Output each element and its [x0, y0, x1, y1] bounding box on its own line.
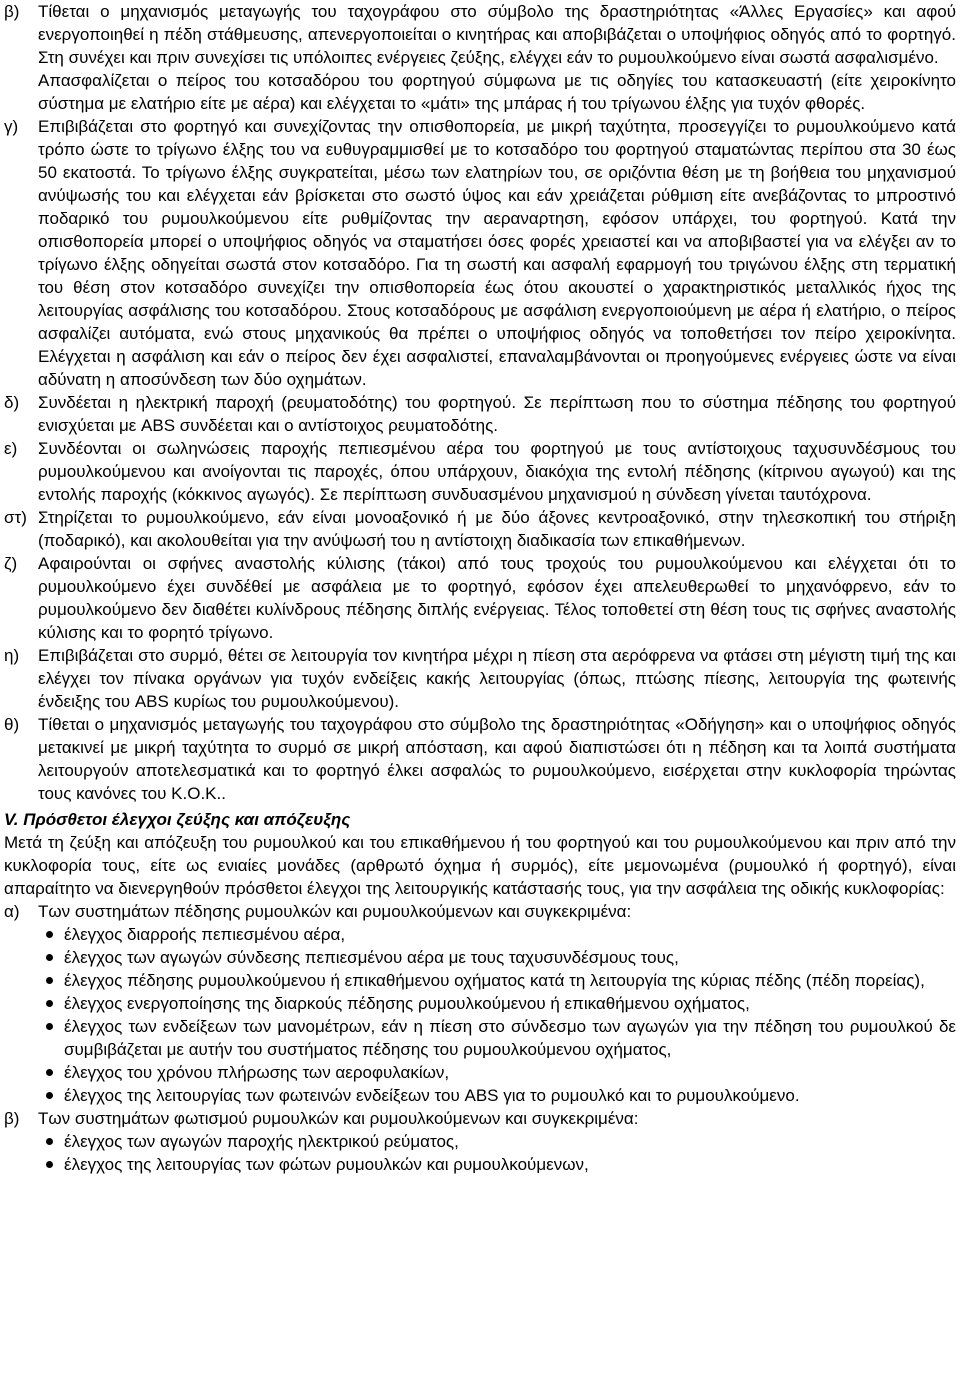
step-paragraph: Αφαιρούνται οι σφήνες αναστολής κύλισης (τάκοι) από τους τροχούς του ρυμουλκούμενου και ελέγχεται ότι το ρυμουλκούμενο έχει συνδέθεί με ασφάλεια με το φορτηγό, εφόσον έχει απελευθερωθεί το μηχανόφρενο, εάν το ρυμουλκούμενο δεν διαθέτει κυλίνδρους πέδησης διπλής ενέργειας. Τέλος τοποθετεί στη θέση τους τις σφήνες αναστολής κύλισης και το φορητό τρίγωνο.	[38, 554, 956, 642]
list-item-text: έλεγχος της λειτουργίας των φώτων ρυμουλκών και ρυμουλκούμενων,	[64, 1155, 589, 1174]
bullet-icon	[38, 946, 64, 969]
list-item-text: έλεγχος πέδησης ρυμουλκούμενου ή επικαθήμενου οχήματος κατά τη λειτουργία της κύριας πέδης (πέδη πορείας),	[64, 971, 925, 990]
step-paragraph: Τίθεται ο μηχανισμός μεταγωγής του ταχογράφου στο σύμβολο της δραστηριότητας «Οδήγηση» και ο υποψήφιος οδηγός μετακινεί με μικρή ταχύτητα το συρμό σε μικρή απόσταση, και αφού διαπιστώσει ότι η πέδηση και τα λοιπά συστήματα λειτουργούν αποτελεσματικά και το φορτηγό έλκει ασφαλώς το ρυμουλκούμενο, εισέρχεται στην κυκλοφορία τηρώντας τους κανόνες του Κ.Ο.Κ..	[38, 715, 956, 803]
check-group-b	[4, 1107, 956, 1130]
section-heading: V. Πρόσθετοι έλεγχοι ζεύξης και απόζευξης	[4, 810, 351, 829]
list-item-text: έλεγχος των ενδείξεων των μανομέτρων, εάν η πίεση στο σύνδεσμο των αγωγών για την πέδηση του ρυμουλκού δε συμβιβάζεται με αυτήν του συστήματος πέδησης του ρυμουλκούμενου οχήματος,	[64, 1017, 956, 1059]
step-item-e	[4, 437, 956, 506]
list-item	[38, 1015, 956, 1061]
group-title: Των συστημάτων πέδησης ρυμουλκών και ρυμουλκούμενων και συγκεκριμένα:	[38, 902, 632, 921]
step-paragraph: Συνδέονται οι σωληνώσεις παροχής πεπιεσμένου αέρα του φορτηγού με τους αντίστοιχους ταχυσυνδέσμους του ρυμουλκούμενου και ανοίγονται τις παροχές, όπου υπάρχουν, διακόχια της εντολή πέδησης (κίτρινου αγωγού) και της εντολής παροχής (κόκκινος αγωγός). Σε περίπτωση συνδυασμένου μηχανισμού η σύνδεση γίνεται ταυτόχρονα.	[38, 439, 956, 504]
bullet-icon	[38, 1061, 64, 1084]
list-item	[38, 923, 956, 946]
list-item-text: έλεγχος του χρόνου πλήρωσης των αεροφυλακίων,	[64, 1063, 450, 1082]
group-title: Των συστημάτων φωτισμού ρυμουλκών και ρυμουλκούμενων και συγκεκριμένα:	[38, 1109, 639, 1128]
section-intro: Μετά τη ζεύξη και απόζευξη του ρυμουλκού και του επικαθήμενου ή του φορτηγού και του ρυμουλκούμενου και πριν από την κυκλοφορία τους, είτε ως ενιαίες μονάδες (αρθρωτό όχημα ή συρμός), είτε μεμονωμένα (ρυμουλκό ή φορτηγό), είναι απαραίτητο να διενεργηθούν πρόσθετοι έλεγχοι της λειτουργικής κατάστασής τους, για την ασφάλεια της οδικής κυκλοφορίας:	[4, 833, 956, 898]
list-item-text: έλεγχος των αγωγών παροχής ηλεκτρικού ρεύματος,	[64, 1132, 459, 1151]
step-label: στ)	[4, 508, 27, 527]
step-item-d	[4, 391, 956, 437]
step-paragraph: Απασφαλίζεται ο πείρος του κοτσαδόρου του φορτηγού σύμφωνα με τις οδηγίες του κατασκευαστή (είτε χειροκίνητο σύστημα με ελατήριο είτε με αέρα) και ελέγχεται το «μάτι» της μπάρας ή του τρίγωνου έλξης για τυχόν φθορές.	[38, 71, 956, 113]
group-label: β)	[4, 1109, 20, 1128]
step-label: ζ)	[4, 554, 18, 573]
bullet-icon	[38, 1015, 64, 1061]
bullet-icon	[38, 1130, 64, 1153]
step-label: γ)	[4, 117, 19, 136]
step-item-st	[4, 506, 956, 552]
step-item-th	[4, 713, 956, 805]
step-paragraph: Επιβιβάζεται στο φορτηγό και συνεχίζοντας την οπισθοπορεία, με μικρή ταχύτητα, προσεγγίζει το ρυμουλκούμενο κατά τρόπο ώστε το τρίγωνο έλξης του να ευθυγραμμισθεί με το κοτσαδόρο του φορτηγού σταματώντας περίπου στα 30 έως 50 εκατοστά. Το τρίγωνο έλξης συγκρατείται, μέσω των ελατηρίων του, σε οριζόντια θέση με τη βοήθεια του μηχανισμού ανύψωσής του και ελέγχεται εάν βρίσκεται στο σωστό ύψος και εάν χρειάζεται ρύθμιση είτε ανεβάζοντας το μπροστινό ποδαρικό του ρυμουλκούμενου είτε ρυθμίζοντας την αεραναρτηση, εφόσον υπάρχει, του φορτηγού. Κατά την οπισθοπορεία μπορεί ο υποψήφιος οδηγός να σταματήσει όσες φορές χρειαστεί και να αποβιβαστεί για να ελέγξει αν το τρίγωνο έλξης οδηγείται σωστά στον κοτσαδόρο. Για τη σωστή και ασφαλή εφαρμογή του τριγώνου έλξης στη τερματική του θέση στον κοτσαδόρο συνεχίζει την οπισθοπορεία έως ότου ακουστεί ο χαρακτηριστικός μεταλλικός ήχος της λειτουργίας ασφάλισης του κοτσαδόρου. Στους κοτσαδόρους με ασφάλιση ενεργοποιούμενη με αέρα ή ελατήριο, ο πείρος ασφαλίζει αυτόματα, ενώ στους μηχανικούς θα πρέπει ο υποψήφιος οδηγός να τοποθετήσει τον πείρο χειροκίνητα. Ελέγχεται η ασφάλιση και εάν ο πείρος δεν έχει ασφαλιστεί, επαναλαμβάνονται οι προηγούμενες ενέργειες ώστε να είναι αδύνατη η αποσύνδεση των δύο οχημάτων.	[38, 117, 956, 389]
step-paragraph: Συνδέεται η ηλεκτρική παροχή (ρευματοδότης) του φορτηγού. Σε περίπτωση που το σύστημα πέδησης του φορτηγού ενισχύεται με ABS συνδέεται και ο αντίστοιχος ρευματοδότης.	[38, 393, 956, 435]
step-item-z	[4, 552, 956, 644]
step-label: δ)	[4, 393, 20, 412]
step-item-h	[4, 644, 956, 713]
bullet-list-a	[4, 923, 956, 1107]
step-text	[38, 713, 956, 805]
step-item-g	[4, 115, 956, 391]
list-item	[38, 1084, 956, 1107]
list-item	[38, 992, 956, 1015]
bullet-list-b	[4, 1130, 956, 1176]
step-text	[38, 506, 956, 552]
list-item	[38, 1061, 956, 1084]
bullet-icon	[38, 1153, 64, 1176]
bullet-icon	[38, 1084, 64, 1107]
step-text	[38, 115, 956, 391]
step-label: β)	[4, 2, 20, 21]
step-text	[38, 0, 956, 115]
list-item-text: έλεγχος της λειτουργίας των φωτεινών ενδείξεων του ABS για το ρυμουλκό και το ρυμουλκούμενο.	[64, 1086, 800, 1105]
step-paragraph: Τίθεται ο μηχανισμός μεταγωγής του ταχογράφου στο σύμβολο της δραστηριότητας «Άλλες Εργασίες» και αφού ενεργοποιηθεί η πέδη στάθμευσης, απενεργοποιείται ο κινητήρας και αποβιβάζεται ο υποψήφιος οδηγός από το φορτηγό. Στη συνέχει και πριν συνεχίσει τις υπόλοιπες ενέργειες ζεύξης, ελέγχει εάν το ρυμουλκούμενο είναι σωστά ασφαλισμένο.	[38, 2, 956, 67]
list-item	[38, 1153, 956, 1176]
list-item	[38, 969, 956, 992]
step-label: η)	[4, 646, 20, 665]
step-item-b	[4, 0, 956, 115]
step-label: θ)	[4, 715, 20, 734]
list-item	[38, 1130, 956, 1153]
step-paragraph: Στηρίζεται το ρυμουλκούμενο, εάν είναι μονοαξονικό ή με δύο άξονες κεντροαξονικό, στην τηλεσκοπική του στήριξη (ποδαρικό), και ακολουθείται για την ανύψωσή του η αντίστοιχη διαδικασία των επικαθήμενων.	[38, 508, 956, 550]
list-item-text: έλεγχος των αγωγών σύνδεσης πεπιεσμένου αέρα με τους ταχυσυνδέσμους τους,	[64, 948, 679, 967]
list-item	[38, 946, 956, 969]
bullet-icon	[38, 923, 64, 946]
list-item-text: έλεγχος ενεργοποίησης της διαρκούς πέδησης ρυμουλκούμενου ή επικαθήμενου οχήματος,	[64, 994, 750, 1013]
step-paragraph: Επιβιβάζεται στο συρμό, θέτει σε λειτουργία τον κινητήρα μέχρι η πίεση στα αερόφρενα να φτάσει στη μέγιστη τιμή της και ελέγχει τον πίνακα οργάνων για τυχόν ενδείξεις κακής λειτουργίας (όπως, πτώσης πίεσης, λειτουργία της φωτεινής ένδειξης του ABS κυρίως του ρυμουλκούμενου).	[38, 646, 956, 711]
bullet-icon	[38, 969, 64, 992]
bullet-icon	[38, 992, 64, 1015]
group-label: α)	[4, 902, 20, 921]
step-text	[38, 437, 956, 506]
step-text	[38, 644, 956, 713]
step-text	[38, 552, 956, 644]
list-item-text: έλεγχος διαρροής πεπιεσμένου αέρα,	[64, 925, 346, 944]
check-group-a	[4, 900, 956, 923]
step-label: ε)	[4, 439, 18, 458]
step-text	[38, 391, 956, 437]
